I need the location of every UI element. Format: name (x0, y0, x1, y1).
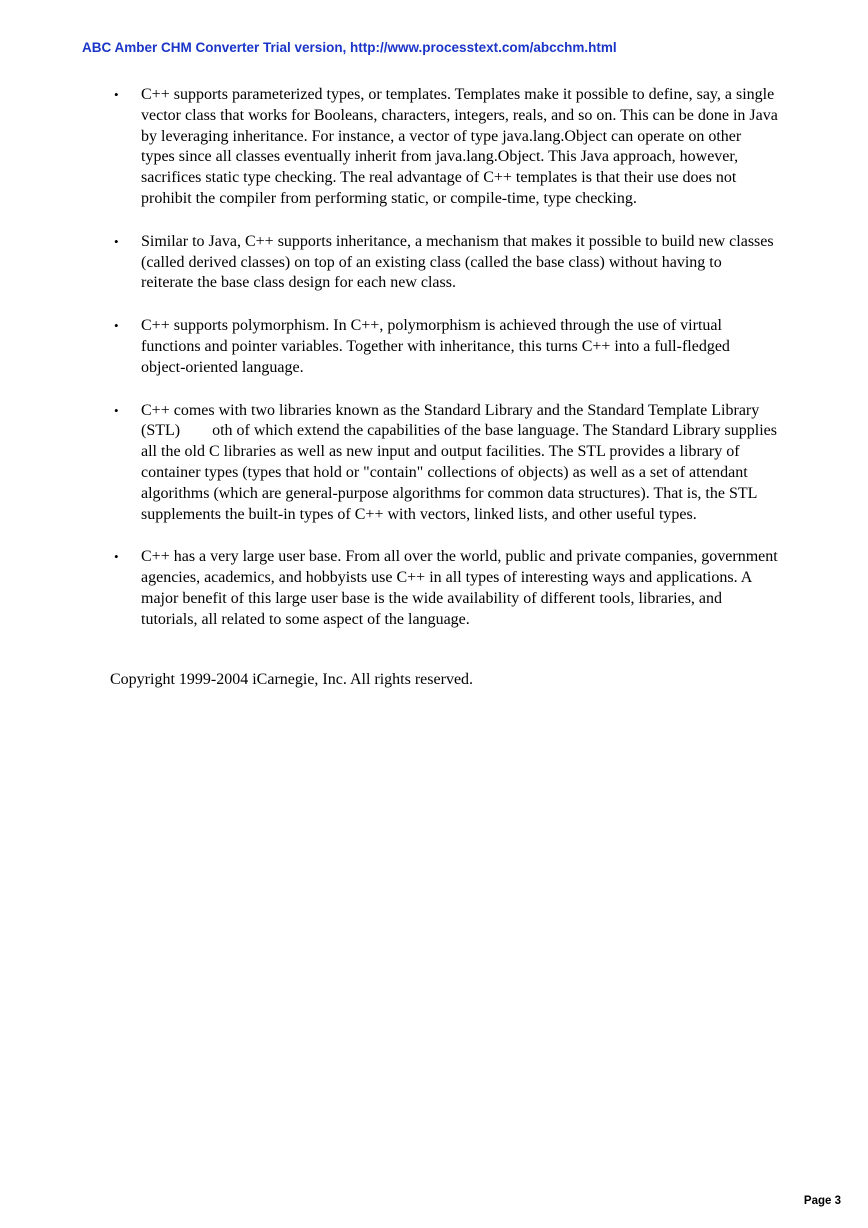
bullet-item-inheritance (108, 232, 778, 294)
bullet-icon: • (114, 318, 119, 334)
page-number: Page 3 (803, 1195, 841, 1207)
bullet-text: C++ supports parameterized types, or templates. Templates make it possible to define, say, a single vector class that works for Booleans, characters, integers, reals, and so on. This can be done in Java by leveraging inheritance. For instance, a vector of type java.lang.Object can operate on other types since all classes eventually inherit from java.lang.Object. This Java approach, however, sacrifices static type checking. The real advantage of C++ templates is that their use does not prohibit the compiler from performing static, or compile-time, type checking. (141, 86, 778, 207)
bullet-icon: • (114, 87, 119, 102)
bullet-item-user-base (108, 547, 778, 630)
bullet-text: C++ comes with two libraries known as the Standard Library and the Standard Template Library (STL) oth of which extend the capabilities of the base language. The Standard Library supplies all the old C libraries as well as new input and output facilities. The STL provides a library of container types (types that hold or "contain" collections of objects) as well as a set of attendant algorithms (which are general-purpose algorithms for common data structures). That is, the STL supplements the built-in types of C++ with vectors, linked lists, and other useful types. (141, 401, 781, 523)
bullet-text: C++ has a very large user base. From all over the world, public and private companies, government agencies, academics, and hobbyists use C++ in all types of interesting ways and applications. A major benefit of this large user base is the wide availability of different tools, libraries, and tutorials, all related to some aspect of the language. (141, 548, 778, 628)
bullet-icon: • (114, 402, 119, 418)
bullet-icon: • (114, 549, 119, 565)
bullet-icon: • (114, 233, 119, 249)
bullet-text: C++ supports polymorphism. In C++, polymorphism is achieved through the use of virtual functions and pointer variables. Together with inheritance, this turns C++ into a full-fledged object-oriented language. (141, 317, 730, 376)
bullet-item-templates (108, 85, 778, 210)
copyright-notice: Copyright 1999-2004 iCarnegie, Inc. All rights reserved. (110, 671, 474, 688)
bullet-item-polymorphism (108, 316, 778, 378)
bullet-text: Similar to Java, C++ supports inheritance, a mechanism that makes it possible to build new classes (called derived classes) on top of an existing class (called the base class) without having to reiterate the base class design for each new class. (141, 232, 774, 292)
bullet-list (108, 85, 781, 653)
bullet-item-libraries (108, 401, 781, 526)
converter-banner: ABC Amber CHM Converter Trial version, http://www.processtext.com/abcchm.html (82, 40, 617, 55)
